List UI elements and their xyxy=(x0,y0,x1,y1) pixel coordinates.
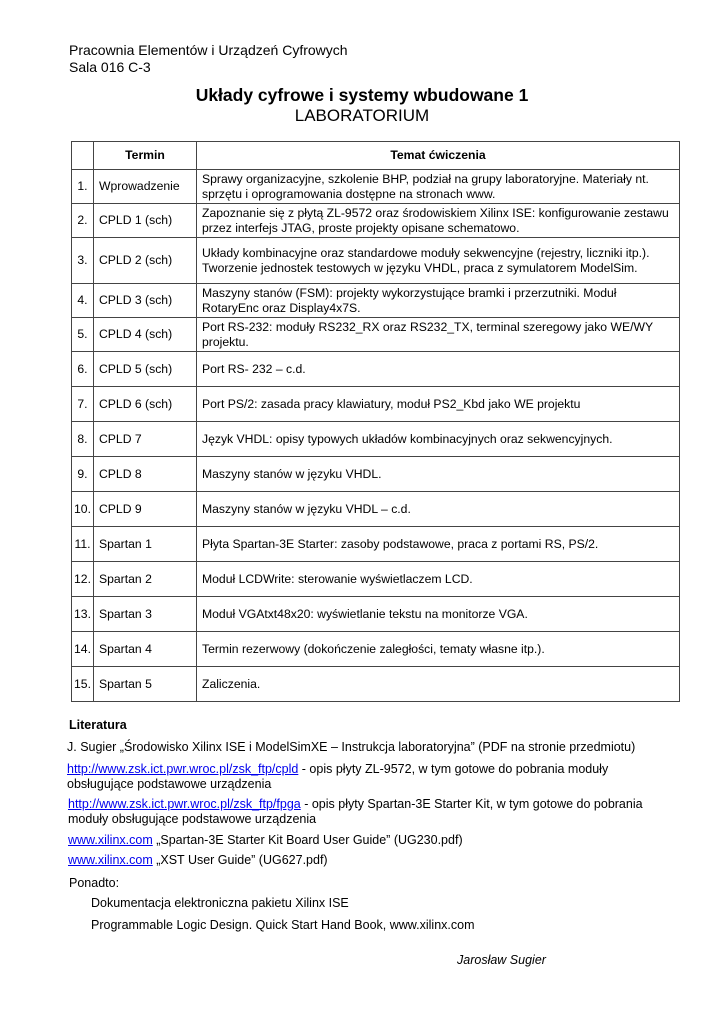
row-term: Spartan 3 xyxy=(94,597,197,632)
row-topic: Zaliczenia. xyxy=(197,667,680,702)
row-num: 2. xyxy=(72,204,94,238)
table-row xyxy=(72,562,680,597)
literature-item xyxy=(68,833,463,848)
literature-text: J. Sugier „Środowisko Xilinx ISE i ModelSimXE – Instrukcja laboratoryjna” (PDF na stronie przedmiotu) xyxy=(67,740,636,754)
table-row xyxy=(72,422,680,457)
table-row xyxy=(72,318,680,352)
row-topic: Maszyny stanów (FSM): projekty wykorzystujące bramki i przerzutniki. Moduł RotaryEnc oraz Display4x7S. xyxy=(197,284,680,318)
lab-header xyxy=(69,42,348,76)
row-topic: Język VHDL: opisy typowych układów kombinacyjnych oraz sekwencyjnych. xyxy=(197,422,680,457)
header-num xyxy=(72,142,94,170)
table-row xyxy=(72,597,680,632)
cpld-link[interactable]: http://www.zsk.ict.pwr.wroc.pl/zsk_ftp/cpld xyxy=(67,762,299,776)
table-row xyxy=(72,387,680,422)
row-num: 9. xyxy=(72,457,94,492)
row-term: CPLD 1 (sch) xyxy=(94,204,197,238)
row-term: CPLD 3 (sch) xyxy=(94,284,197,318)
row-num: 12. xyxy=(72,562,94,597)
literature-text: moduły obsługujące podstawowe urządzenia xyxy=(68,812,317,826)
author-signature: Jarosław Sugier xyxy=(457,953,546,967)
row-topic: Termin rezerwowy (dokończenie zaległości, tematy własne itp.). xyxy=(197,632,680,667)
literature-text: - opis płyty ZL-9572, w tym gotowe do pobrania moduły xyxy=(298,762,609,776)
row-term: Wprowadzenie xyxy=(94,170,197,204)
schedule-table xyxy=(71,141,680,702)
row-num: 5. xyxy=(72,318,94,352)
table-row xyxy=(72,527,680,562)
literature-item xyxy=(68,853,328,868)
row-term: CPLD 9 xyxy=(94,492,197,527)
literature-extra: Programmable Logic Design. Quick Start Hand Book, www.xilinx.com xyxy=(91,918,475,932)
row-num: 7. xyxy=(72,387,94,422)
table-row xyxy=(72,284,680,318)
row-num: 6. xyxy=(72,352,94,387)
row-num: 8. xyxy=(72,422,94,457)
row-num: 1. xyxy=(72,170,94,204)
row-topic: Sprawy organizacyjne, szkolenie BHP, podział na grupy laboratoryjne. Materiały nt. sprzętu i oprogramowania dostępne na stronach www. xyxy=(197,170,680,204)
row-term: CPLD 5 (sch) xyxy=(94,352,197,387)
fpga-link[interactable]: http://www.zsk.ict.pwr.wroc.pl/zsk_ftp/fpga xyxy=(68,797,301,811)
table-row xyxy=(72,492,680,527)
table-row xyxy=(72,170,680,204)
row-term: Spartan 2 xyxy=(94,562,197,597)
table-row xyxy=(72,238,680,284)
table-row xyxy=(72,632,680,667)
literature-more: Ponadto: xyxy=(69,876,120,890)
row-topic: Moduł VGAtxt48x20: wyświetlanie tekstu na monitorze VGA. xyxy=(197,597,680,632)
row-topic: Maszyny stanów w języku VHDL – c.d. xyxy=(197,492,680,527)
row-term: CPLD 8 xyxy=(94,457,197,492)
row-num: 3. xyxy=(72,238,94,284)
row-topic: Maszyny stanów w języku VHDL. xyxy=(197,457,680,492)
row-topic: Zapoznanie się z płytą ZL-9572 oraz środowiskiem Xilinx ISE: konfigurowanie zestawu przez interfejs JTAG, proste projekty opisane schematowo. xyxy=(197,204,680,238)
row-num: 4. xyxy=(72,284,94,318)
literature-item xyxy=(67,740,635,755)
literature-item xyxy=(67,762,608,792)
row-num: 11. xyxy=(72,527,94,562)
row-term: CPLD 2 (sch) xyxy=(94,238,197,284)
table-row xyxy=(72,667,680,702)
literature-heading: Literatura xyxy=(69,718,127,732)
header-topic: Temat ćwiczenia xyxy=(197,142,680,170)
xilinx-link[interactable]: www.xilinx.com xyxy=(68,833,153,847)
row-term: Spartan 4 xyxy=(94,632,197,667)
table-header-row xyxy=(72,142,680,170)
literature-extra: Dokumentacja elektroniczna pakietu Xilinx ISE xyxy=(91,896,349,910)
table-row xyxy=(72,204,680,238)
literature-text: „XST User Guide” (UG627.pdf) xyxy=(152,853,328,867)
literature-text: „Spartan-3E Starter Kit Board User Guide” (UG230.pdf) xyxy=(152,833,463,847)
literature-item xyxy=(68,797,643,827)
row-topic: Port RS-232: moduły RS232_RX oraz RS232_TX, terminal szeregowy jako WE/WY projektu. xyxy=(197,318,680,352)
row-topic: Płyta Spartan-3E Starter: zasoby podstawowe, praca z portami RS, PS/2. xyxy=(197,527,680,562)
row-term: Spartan 5 xyxy=(94,667,197,702)
header-term: Termin xyxy=(94,142,197,170)
row-num: 10. xyxy=(72,492,94,527)
lab-name: Pracownia Elementów i Urządzeń Cyfrowych xyxy=(69,42,348,58)
literature-text: obsługujące podstawowe urządzenia xyxy=(67,777,272,791)
row-term: Spartan 1 xyxy=(94,527,197,562)
course-subtitle: LABORATORIUM xyxy=(294,106,430,125)
room: Sala 016 C-3 xyxy=(69,59,151,75)
row-term: CPLD 4 (sch) xyxy=(94,318,197,352)
table-row xyxy=(72,457,680,492)
row-term: CPLD 7 xyxy=(94,422,197,457)
row-num: 15. xyxy=(72,667,94,702)
table-row xyxy=(72,352,680,387)
row-topic: Port PS/2: zasada pracy klawiatury, moduł PS2_Kbd jako WE projektu xyxy=(197,387,680,422)
course-title: Układy cyfrowe i systemy wbudowane 1 xyxy=(195,85,529,105)
row-topic: Port RS- 232 – c.d. xyxy=(197,352,680,387)
literature-text: - opis płyty Spartan-3E Starter Kit, w tym gotowe do pobrania xyxy=(300,797,643,811)
row-num: 14. xyxy=(72,632,94,667)
row-topic: Moduł LCDWrite: sterowanie wyświetlaczem LCD. xyxy=(197,562,680,597)
row-topic: Układy kombinacyjne oraz standardowe moduły sekwencyjne (rejestry, liczniki itp.). Tworzenie jednostek testowych w języku VHDL, praca z symulatorem ModelSim. xyxy=(197,238,680,284)
row-num: 13. xyxy=(72,597,94,632)
xilinx-link[interactable]: www.xilinx.com xyxy=(68,853,153,867)
row-term: CPLD 6 (sch) xyxy=(94,387,197,422)
